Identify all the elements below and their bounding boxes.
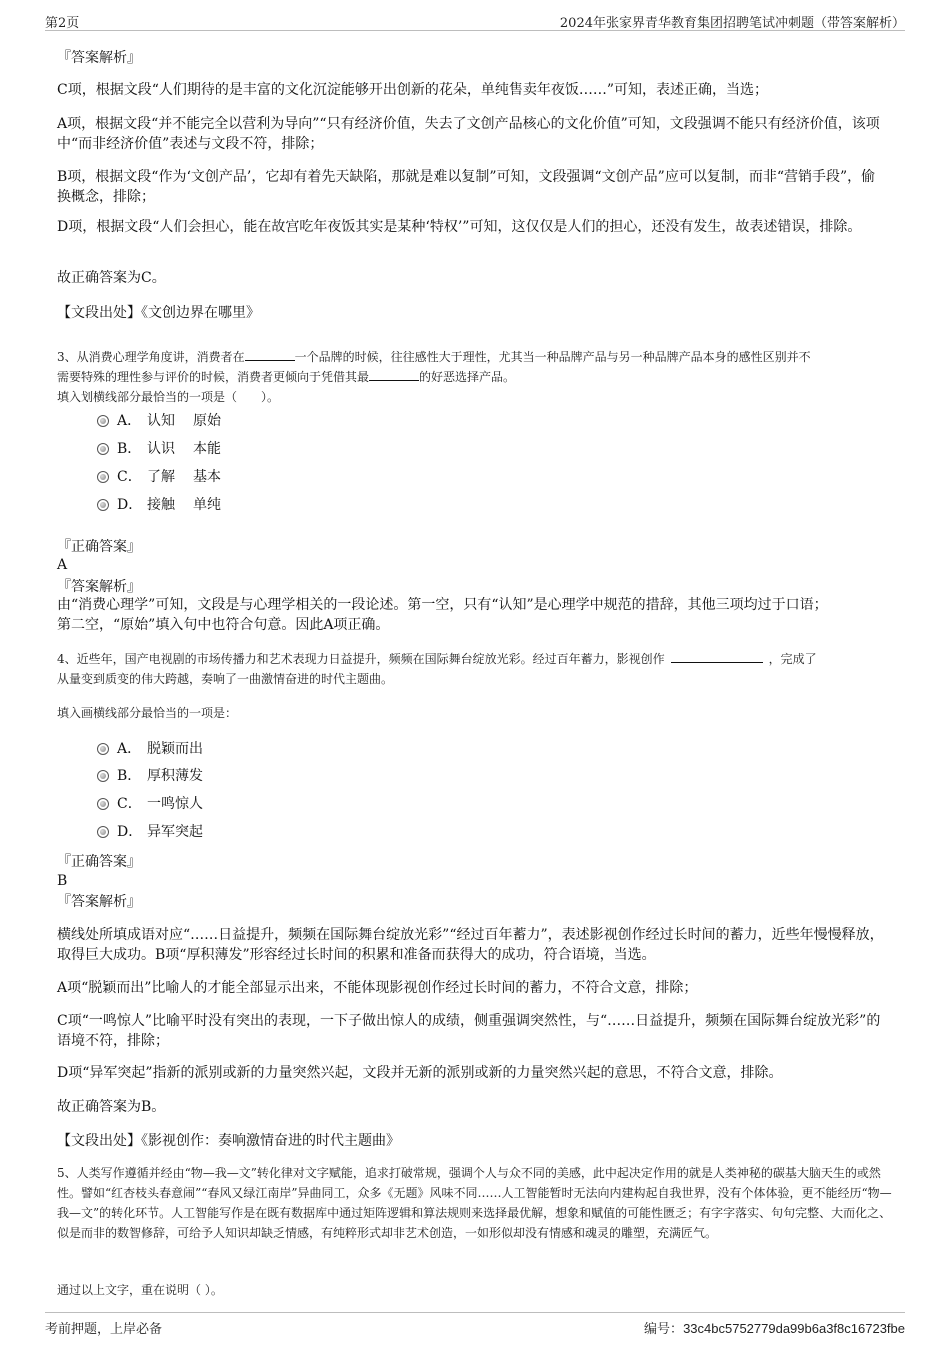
question-4-analysis-p1: 横线处所填成语对应“……日益提升，频频在国际舞台绽放光彩”“经过百年蓄力”，表述影视创作经过长时间的蓄力，近些年慢慢释放，取得巨大成功。B项“厚积薄发”形容经过长时间的积累和准备而获得大的成功，符合语境，当选。 [57, 927, 884, 963]
question-4-option-c[interactable]: C． 一鸣惊人 [97, 794, 203, 814]
question-3-option-d[interactable]: D． 接触 单纯 [97, 495, 221, 515]
question-4-option-b[interactable]: B． 厚积薄发 [97, 766, 203, 786]
blank-line [671, 650, 763, 663]
page-header [45, 8, 905, 31]
prev-analysis-label: 『答案解析』 [57, 50, 141, 66]
question-3-option-b[interactable]: B． 认识 本能 [97, 439, 221, 459]
question-4-analysis-p2: A项“脱颖而出”比喻人的才能全部显示出来，不能体现影视创作经过长时间的蓄力，不符合文意，排除； [57, 980, 698, 996]
prev-analysis-b: B项，根据文段“作为‘文创产品’，它却有着先天缺陷，那就是难以复制”可知，文段强调“文创产品”应可以复制，而非“营销手段”，偷换概念，排除； [57, 169, 876, 205]
prev-analysis-c: C项，根据文段“人们期待的是丰富的文化沉淀能够开出创新的花朵，单纯售卖年夜饭……”可知，表述正确，当选； [57, 82, 769, 98]
question-4-conclusion: 故正确答案为B。 [57, 1099, 166, 1115]
blank-line [369, 368, 419, 381]
question-3-prompt: 填入划横线部分最恰当的一项是（ ）。 [57, 390, 280, 404]
question-4-source: 【文段出处】《影视创作：奏响激情奋进的时代主题曲》 [57, 1133, 400, 1149]
question-3-stem: 3、从消费心理学角度讲，消费者在 一个品牌的时候，往往感性大于理性，尤其当一种品牌产品与另一种品牌产品本身的感性区别并不 需要特殊的理性参与评价的时候，消费者更倾向于凭借其最 的好恶选择产品。 填入划横线部分最恰当的一项是（ ）。 [57, 350, 811, 404]
footer-slogan: 考前押题，上岸必备 [45, 1322, 163, 1337]
question-3-answer: A [57, 557, 68, 573]
page-footer [45, 1312, 905, 1343]
radio-icon[interactable] [97, 471, 109, 483]
prev-analysis-d: D项，根据文段“人们会担心，能在故宫吃年夜饭其实是某种‘特权’”可知，这仅仅是人们的担心，还没有发生，故表述错误，排除。 [57, 219, 862, 235]
question-4-prompt: 填入画横线部分最恰当的一项是： [57, 706, 238, 720]
radio-icon[interactable] [97, 499, 109, 511]
radio-icon[interactable] [97, 770, 109, 782]
radio-icon[interactable] [97, 826, 109, 838]
question-4-answer: B [57, 873, 68, 889]
question-4-option-a[interactable]: A． 脱颖而出 [97, 739, 203, 759]
question-5-stem: 5、人类写作遵循并经由“物—我—文”转化律对文字赋能，追求打破常规，强调个人与众不同的美感，此中起决定作用的就是人类神秘的碳基大脑天生的或然性。譬如“红杏枝头春意闹”“春风又绿江南岸”异曲同工，众多《无题》风味不同……人工智能暂时无法向内建构起自我世界，没有个体体验，更不能经历“物—我—文”的转化环节。人工智能写作是在既有数据库中通过矩阵逻辑和算法规则来选择最优解，想象和赋值的可能性匮乏；有字字落实、句句完整、大而化之、似是而非的数智修辞，可给予人知识却缺乏情感，有纯粹形式却非艺术创造，一如形似却没有情感和魂灵的雕塑，充满匠气。 [57, 1166, 892, 1240]
radio-icon[interactable] [97, 798, 109, 810]
prev-analysis-a: A项，根据文段“并不能完全以营利为导向”“只有经济价值，失去了文创产品核心的文化价值”可知，文段强调不能只有经济价值，该项中“而非经济价值”表述与文段不符，排除； [57, 116, 880, 152]
page-number: 第2页 [45, 16, 80, 31]
question-5-prompt: 通过以上文字，重在说明（ ）。 [57, 1283, 223, 1297]
blank-line [245, 348, 295, 361]
question-3-analysis-label: 『答案解析』 [57, 579, 141, 595]
radio-icon[interactable] [97, 415, 109, 427]
question-4-stem: 4、近些年，国产电视剧的市场传播力和艺术表现力日益提升，频频在国际舞台绽放光彩。经过百年蓄力，影视创作 ，完成了 从量变到质变的伟大跨越，奏响了一曲激情奋进的时代主题曲。 [57, 652, 817, 686]
question-3-analysis: 由“消费心理学”可知，文段是与心理学相关的一段论述。第一空，只有“认知”是心理学中规范的措辞，其他三项均过于口语； 第二空，“原始”填入句中也符合句意。因此A项正确。 [57, 597, 828, 633]
question-3-answer-label: 『正确答案』 [57, 539, 141, 555]
question-4-analysis-p4: D项“异军突起”指新的派别或新的力量突然兴起，文段并无新的派别或新的力量突然兴起的意思，不符合文意，排除。 [57, 1065, 783, 1081]
prev-conclusion: 故正确答案为C。 [57, 270, 166, 286]
question-3-option-a[interactable]: A． 认知 原始 [97, 411, 221, 431]
question-4-answer-label: 『正确答案』 [57, 854, 141, 870]
question-3-option-c[interactable]: C． 了解 基本 [97, 467, 221, 487]
question-4-analysis-p3: C项“一鸣惊人”比喻平时没有突出的表现，一下子做出惊人的成绩，侧重强调突然性，与“……日益提升，频频在国际舞台绽放光彩”的语境不符，排除； [57, 1013, 881, 1049]
document-code: 编号：33c4bc5752779da99b6a3f8c16723fbe [644, 1321, 905, 1336]
question-4-option-d[interactable]: D． 异军突起 [97, 822, 203, 842]
prev-source: 【文段出处】《文创边界在哪里》 [57, 305, 260, 321]
radio-icon[interactable] [97, 743, 109, 755]
question-4-analysis-label: 『答案解析』 [57, 894, 141, 910]
radio-icon[interactable] [97, 443, 109, 455]
document-title: 2024年张家界青华教育集团招聘笔试冲刺题（带答案解析） [559, 16, 905, 31]
